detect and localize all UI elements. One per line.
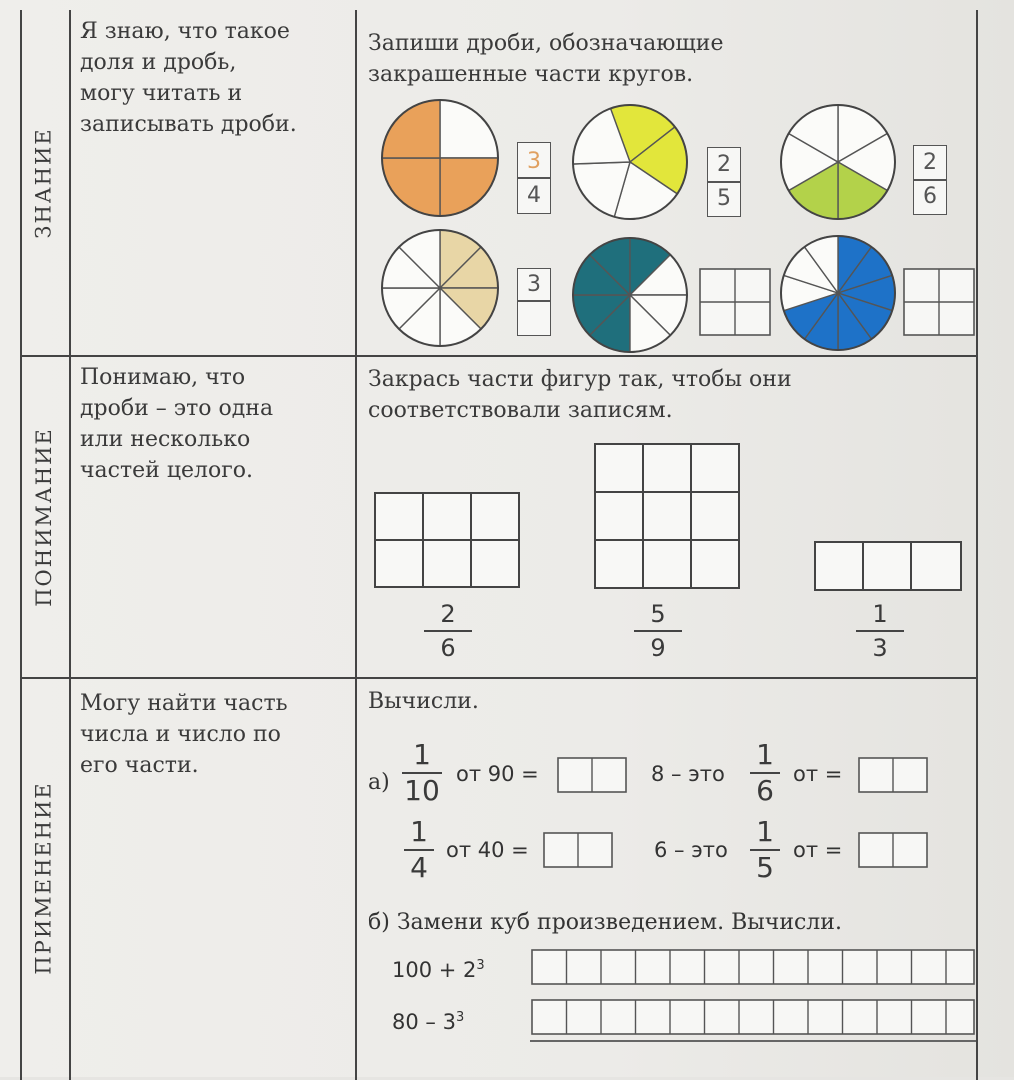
task-text-znanie: Запиши дроби, обозначающие закрашенные части кругов. xyxy=(368,31,724,87)
skill-text-znanie: Я знаю, что такое доля и дробь, могу читать и записывать дроби. xyxy=(80,19,297,137)
section-label-znanie: ЗНАНИЕ xyxy=(32,126,57,239)
fraction-5-9: 5 9 xyxy=(634,600,682,662)
section-label-ponimanie: ПОНИМАНИЕ xyxy=(32,427,56,607)
task-text-ponimanie: Закрась части фигур так, чтобы они соответствовали записям. xyxy=(368,367,792,423)
skill-text-ponimanie: Понимаю, что дроби – это одна или несколько частей целого. xyxy=(80,365,274,483)
answer-box-expr1[interactable] xyxy=(557,757,627,793)
expr3-fraction: 1 4 xyxy=(404,817,434,883)
skill-text-primenenie: Могу найти часть числа и число по его части. xyxy=(80,691,288,778)
expr1-fraction: 1 10 xyxy=(402,740,442,806)
expr4-prefix: 6 – это xyxy=(654,838,728,862)
part-a-label: а) xyxy=(368,770,390,795)
answer-grid-circle-5[interactable] xyxy=(699,268,771,336)
answer-box-expr3[interactable] xyxy=(543,832,613,868)
expr4-fraction: 1 5 xyxy=(750,817,780,883)
answer-row-outline xyxy=(532,1000,974,1034)
circles-figure xyxy=(0,0,1014,360)
expr1-text: от 90 = xyxy=(456,762,539,786)
cube-expr-2: $80 - 3^3$ xyxy=(392,1010,465,1034)
answer-box-circle-1[interactable]: 3 4 xyxy=(517,142,551,214)
answer-row-cube-1[interactable] xyxy=(530,948,976,988)
pie-circle-2[interactable] xyxy=(573,105,687,219)
expr2-prefix: 8 – это xyxy=(651,762,725,786)
answer-box-circle-3[interactable]: 2 6 xyxy=(913,145,947,215)
pie-circle-4[interactable] xyxy=(382,230,498,346)
shape-grid-2x3[interactable] xyxy=(374,492,520,588)
answer-box-expr4[interactable] xyxy=(858,832,928,868)
shape-grid-1x3[interactable] xyxy=(814,541,962,591)
pie-circle-6[interactable] xyxy=(781,236,895,350)
row-divider-2 xyxy=(20,677,978,679)
answer-box-expr2[interactable] xyxy=(858,757,928,793)
shape-grid-3x3[interactable] xyxy=(594,443,740,589)
task-title-primenenie: Вычисли. xyxy=(368,689,479,714)
answer-row-outline xyxy=(532,950,974,984)
pie-circle-5[interactable] xyxy=(573,238,687,352)
answer-baseline xyxy=(530,1040,976,1042)
fraction-2-6: 2 6 xyxy=(424,600,472,662)
part-b-title: б) Замени куб произведением. Вычисли. xyxy=(368,910,842,935)
pie-circle-3[interactable] xyxy=(781,105,895,219)
expr2-fraction: 1 6 xyxy=(750,740,780,806)
answer-box-circle-2[interactable]: 2 5 xyxy=(707,147,741,217)
expr2-text: от = xyxy=(793,762,843,786)
pie-circle-1[interactable] xyxy=(382,100,498,216)
answer-grid-circle-6[interactable] xyxy=(903,268,975,336)
answer-row-cube-2[interactable] xyxy=(530,998,976,1038)
cube-expr-1: $100 + 2^3$ xyxy=(392,958,485,982)
fraction-1-3: 1 3 xyxy=(856,600,904,662)
expr3-text: от 40 = xyxy=(446,838,529,862)
answer-box-circle-4[interactable]: 3 xyxy=(517,268,551,336)
section-label-primenenie: ПРИМЕНЕНИЕ xyxy=(32,781,57,975)
expr4-text: от = xyxy=(793,838,843,862)
